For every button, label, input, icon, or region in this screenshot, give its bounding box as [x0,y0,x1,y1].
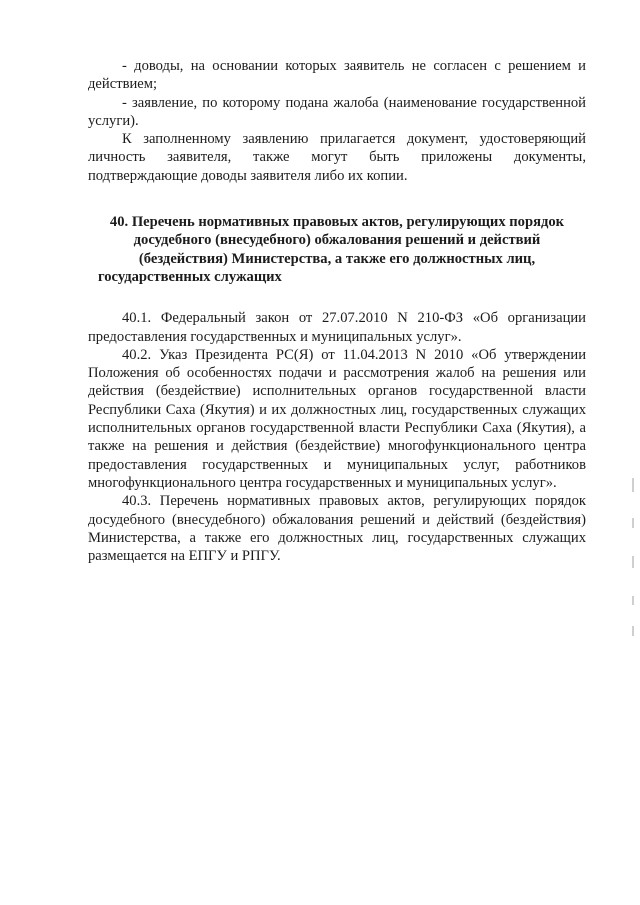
paragraph-40-1: 40.1. Федеральный закон от 27.07.2010 N 210-ФЗ «Об организации предоставления государственных и муниципальных услуг». [88,310,586,345]
paragraph-application: - заявление, по которому подана жалоба (наименование государственной услуги). [88,94,586,129]
paragraph-arguments: - доводы, на основании которых заявитель не согласен с решением и действием; [88,58,586,93]
paragraph-attachments: К заполненному заявлению прилагается документ, удостоверяющий личность заявителя, также могут быть приложены документы, подтверждающие доводы заявителя либо их копии. [88,131,586,184]
document-page [88,57,586,565]
scan-edge-marks [630,478,636,638]
paragraph-40-3: 40.3. Перечень нормативных правовых актов, регулирующих порядок досудебного (внесудебного) обжалования решений и действий (бездействия) Министерства, а также его должностных лиц, государственных служащих размещается на ЕПГУ и РПГУ. [88,493,586,565]
paragraph-40-2: 40.2. Указ Президента РС(Я) от 11.04.2013 N 2010 «Об утверждении Положения об особенностях подачи и рассмотрения жалоб на решения или действия (бездействие) исполнительных органов государственной власти Республики Саха (Якутия) и их должностных лиц, государственных служащих исполнительных органов государственной власти Республики Саха (Якутия), а также на решения и действия (бездействие) многофункционального центра предоставления государственных и муниципальных услуг, работников многофункционального центра государственных и муниципальных услуг». [88,346,586,491]
section-heading: 40. Перечень нормативных правовых актов, регулирующих порядок досудебного (внесудебного) обжалования решений и действий (бездействия) Министерства, а также его должностных лиц, государственных служащих [98,214,565,285]
